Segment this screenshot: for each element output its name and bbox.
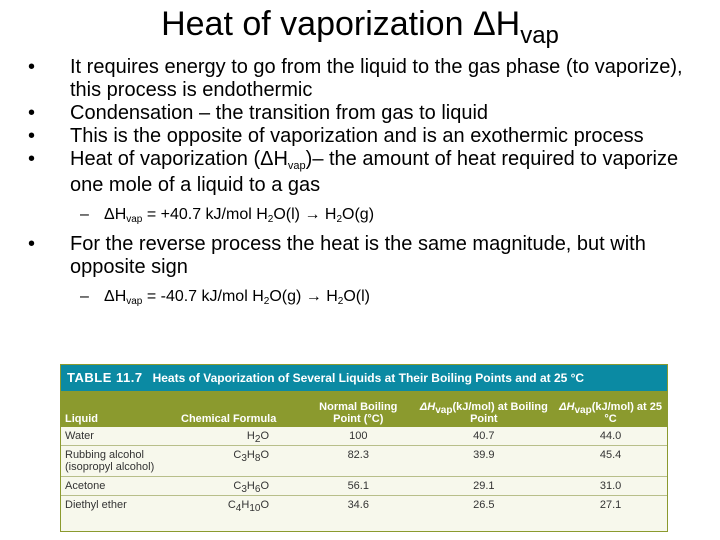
table-row (61, 477, 667, 496)
cell-liquid: Diethyl ether (65, 499, 127, 511)
formula-subscript: 10 (249, 503, 261, 514)
bullet-dot: • (28, 102, 36, 124)
bullet-list (28, 56, 698, 315)
sub-bullet-dash: – (80, 288, 89, 305)
formula-part: O (260, 449, 269, 461)
sub-bullet-equation (28, 287, 698, 309)
bullet-item (28, 148, 698, 197)
arrow-right-icon: → (305, 288, 322, 305)
vaporization-table (60, 364, 668, 532)
formula-part: H (246, 430, 255, 442)
bullet-item (28, 102, 698, 125)
reactant: H (256, 206, 268, 223)
bullet-text: It requires energy to go from the liquid to the gas phase (to vaporize), this process is endothermic (70, 56, 683, 101)
header-h-at-25 (554, 391, 667, 427)
cell-h-at-bp: 29.1 (473, 480, 495, 492)
reactant-subscript: 2 (267, 214, 274, 225)
enthalpy-value: = -40.7 kJ/mol (142, 288, 253, 305)
arrow-right-icon: → (304, 206, 321, 223)
cell-h-at-bp: 26.5 (473, 499, 495, 511)
sub-bullet-dash: – (80, 206, 89, 223)
formula-part: C (233, 449, 242, 461)
table-caption-text: Heats of Vaporization of Several Liquids at Their Boiling Points and at 25 °C (152, 371, 585, 385)
bullet-dot: • (28, 233, 36, 255)
header-delta-h: ΔH (419, 401, 436, 413)
formula-part: C (233, 480, 242, 492)
cell-boiling-point: 82.3 (347, 449, 369, 461)
cell-h-at-25: 45.4 (599, 449, 622, 461)
table-header-row (61, 391, 667, 427)
delta-h: ΔH (104, 288, 127, 305)
table-caption-label: TABLE 11.7 (67, 370, 143, 385)
cell-boiling-point: 34.6 (347, 499, 369, 511)
formula-part: H (241, 499, 250, 511)
cell-boiling-point: 100 (349, 430, 368, 442)
bullet-item (28, 125, 698, 148)
header-h-bp-rest: (kJ/mol) at Boiling Point (452, 401, 548, 425)
cell-h-at-25: 44.0 (599, 430, 622, 442)
bullet-text: For the reverse process the heat is the same magnitude, but with opposite sign (70, 233, 646, 278)
header-h-at-bp (414, 391, 555, 427)
bullet-dot: • (28, 148, 36, 170)
reactant: H (252, 288, 264, 305)
bullet-text-pre: Heat of vaporization (ΔH (70, 148, 288, 170)
formula-subscript: 3 (241, 453, 247, 464)
table-caption (61, 365, 667, 391)
bullet-dot: • (28, 56, 36, 78)
formula-part: C (227, 499, 236, 511)
header-liquid: Liquid (65, 413, 98, 425)
formula-part: H (246, 449, 255, 461)
table-row (61, 496, 667, 515)
formula-part: O (260, 499, 269, 511)
reactant-rest: O(g) (269, 288, 306, 305)
product-rest: O(l) (343, 288, 370, 305)
bullet-item (28, 233, 698, 279)
formula-part: H (246, 480, 255, 492)
cell-formula (177, 477, 303, 496)
product-subscript: 2 (337, 296, 344, 307)
cell-formula (177, 496, 303, 515)
bullet-item (28, 56, 698, 102)
cell-liquid: Rubbing alcohol (isopropyl alcohol) (65, 449, 155, 473)
table-body (61, 427, 667, 514)
formula-subscript: 4 (235, 503, 242, 514)
header-formula: Chemical Formula (181, 413, 277, 425)
formula-part: O (260, 480, 269, 492)
header-boiling-point: Normal Boiling Point (°C) (319, 401, 398, 425)
header-delta-h: ΔH (559, 401, 575, 413)
header-h-25-rest: (kJ/mol) at 25 °C (591, 401, 663, 425)
sub-bullet-equation (28, 205, 698, 227)
bullet-subscript: vap (287, 160, 306, 172)
header-delta-h-subscript: vap (435, 405, 453, 416)
formula-subscript: 3 (241, 484, 247, 495)
enthalpy-value: = +40.7 kJ/mol (142, 206, 257, 223)
delta-h-subscript: vap (126, 296, 143, 307)
table-row (61, 446, 667, 477)
cell-h-at-25: 31.0 (599, 480, 622, 492)
cell-formula (177, 427, 303, 446)
header-delta-h-subscript: vap (574, 405, 592, 416)
cell-liquid: Water (65, 430, 94, 442)
reactant-subscript: 2 (263, 296, 270, 307)
cell-liquid: Acetone (65, 480, 106, 492)
product: H (321, 288, 338, 305)
cell-h-at-bp: 40.7 (473, 430, 495, 442)
title-subscript: vap (520, 22, 559, 49)
formula-subscript: 8 (254, 453, 261, 464)
slide-title (0, 4, 720, 48)
formula-subscript: 6 (254, 484, 261, 495)
bullet-text: Condensation – the transition from gas to liquid (70, 102, 489, 124)
product: H (320, 206, 337, 223)
formula-subscript: 2 (254, 434, 261, 445)
data-table (61, 391, 667, 514)
title-main: Heat of vaporization ΔH (161, 5, 521, 43)
cell-h-at-25: 27.1 (599, 499, 622, 511)
delta-h-subscript: vap (126, 214, 143, 225)
bullet-text-post: )– the amount of heat required to vaporize one mole of a liquid to a gas (70, 148, 679, 196)
reactant-rest: O(l) (273, 206, 305, 223)
product-rest: O(g) (342, 206, 375, 223)
cell-formula (177, 446, 303, 477)
bullet-dot: • (28, 125, 36, 147)
formula-part: O (260, 430, 269, 442)
product-subscript: 2 (336, 214, 343, 225)
delta-h: ΔH (104, 206, 127, 223)
cell-h-at-bp: 39.9 (473, 449, 495, 461)
bullet-text: This is the opposite of vaporization and is an exothermic process (70, 125, 644, 147)
table-row (61, 427, 667, 446)
cell-boiling-point: 56.1 (347, 480, 369, 492)
